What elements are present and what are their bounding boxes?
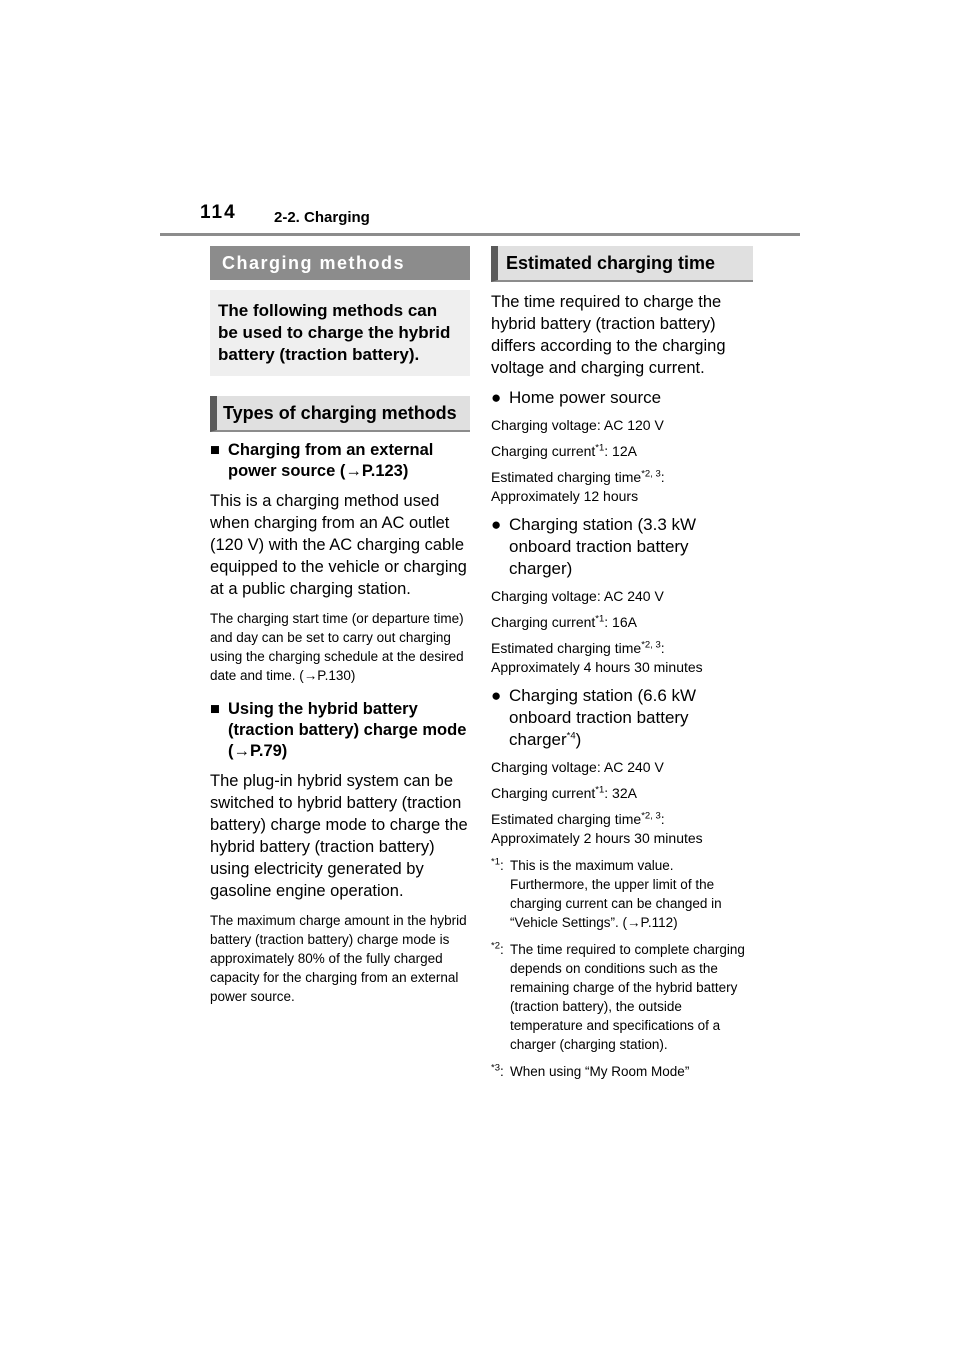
charging-current: Charging current$^{*1}$: 16A — [491, 613, 637, 630]
footnote-mark-text: *3 — [491, 1062, 500, 1074]
source-name — [491, 685, 753, 751]
current-value: 12A — [612, 443, 637, 459]
charge-mode-heading-text: Using the hybrid battery (traction battery) charge mode (→P.79) — [228, 700, 467, 760]
header-rule — [160, 233, 800, 236]
charging-current: Charging current$^{*1}$: 12A — [491, 442, 637, 459]
time-sup: *2, 3 — [641, 468, 661, 480]
left-column — [210, 246, 470, 1006]
current-value: 16A — [612, 614, 637, 630]
charging-current: Charging current$^{*1}$: 32A — [491, 784, 637, 801]
types-heading: Types of charging methods — [210, 396, 470, 432]
footnote-3 — [491, 1062, 753, 1081]
charging-voltage: Charging voltage: AC 240 V — [491, 588, 664, 604]
external-source-heading-text: Charging from an external power source (→P.123) — [228, 441, 434, 480]
current-label: Charging current — [491, 614, 596, 630]
right-column — [491, 246, 753, 1081]
footnote-mark: $^{*1}$: — [491, 856, 504, 873]
current-sup: *1 — [595, 613, 605, 625]
footnote-mark: $^{*2}$: — [491, 940, 504, 957]
bullet-icon: ● — [491, 515, 502, 534]
estimated-time: Estimated charging time$^{*2, 3}$: Approximately 4 hours 30 minutes — [491, 639, 703, 675]
external-source-note: The charging start time (or departure time) and day can be set to carry out charging using the charging schedule at the desired date and time. (→P.130) — [210, 611, 464, 683]
time-value: Approximately 2 hours 30 minutes — [491, 830, 703, 846]
square-bullet-icon: ■ — [210, 700, 220, 718]
charging-methods-intro: The following methods can be used to charge the hybrid battery (traction battery). — [210, 290, 470, 376]
source-home — [491, 387, 753, 506]
page-number: 114 — [200, 202, 237, 223]
source-name-text: Home power source — [509, 388, 662, 407]
external-source-body: This is a charging method used when charging from an AC outlet (120 V) with the AC charging cable equipped to the vehicle or charging at a public charging station. — [210, 492, 467, 598]
bullet-icon: ● — [491, 686, 502, 705]
source-station-66 — [491, 685, 753, 848]
source-name — [491, 387, 753, 409]
source-name-sup: *4 — [566, 730, 576, 742]
time-label: Estimated charging time — [491, 469, 642, 485]
external-source-heading — [210, 440, 470, 482]
estimated-time: Estimated charging time$^{*2, 3}$: Approximately 2 hours 30 minutes — [491, 810, 703, 846]
section-title: 2-2. Charging — [274, 209, 370, 226]
time-value: Approximately 4 hours 30 minutes — [491, 659, 703, 675]
charging-voltage: Charging voltage: AC 120 V — [491, 417, 664, 433]
estimated-time: Estimated charging time$^{*2, 3}$: Approximately 12 hours — [491, 468, 665, 504]
source-name-after: ) — [575, 730, 582, 749]
footnote-mark-text: *2 — [491, 940, 500, 952]
charging-voltage: Charging voltage: AC 240 V — [491, 759, 664, 775]
bullet-icon: ● — [491, 388, 502, 407]
time-sup: *2, 3 — [641, 639, 661, 651]
estimated-time-heading: Estimated charging time — [491, 246, 753, 282]
source-name-text: Charging station (3.3 kW onboard traction battery charger) — [509, 515, 697, 578]
current-label: Charging current — [491, 443, 596, 459]
time-label: Estimated charging time — [491, 640, 642, 656]
footnote-text: The time required to complete charging depends on conditions such as the remaining charge of the hybrid battery (traction battery), the outside temperature and specifications of a charger (charging station). — [510, 942, 745, 1052]
footnote-mark: $^{*3}$: — [491, 1062, 504, 1079]
current-sup: *1 — [595, 442, 605, 454]
estimated-time-intro: The time required to charge the hybrid battery (traction battery) differs according to the charging voltage and charging current. — [491, 293, 726, 377]
time-label: Estimated charging time — [491, 811, 642, 827]
current-value: 32A — [612, 785, 637, 801]
current-sup: *1 — [595, 784, 605, 796]
footnote-2 — [491, 940, 753, 1054]
charge-mode-note: The maximum charge amount in the hybrid battery (traction battery) charge mode is approximately 80% of the fully charged capacity for the charging from an external power source. — [210, 913, 467, 1004]
source-name-text: Charging station (6.6 kW onboard traction battery charger — [509, 686, 697, 749]
time-sup: *2, 3 — [641, 810, 661, 822]
time-value: Approximately 12 hours — [491, 488, 639, 504]
charge-mode-body: The plug-in hybrid system can be switched to hybrid battery (traction battery) charge mode to charge the hybrid battery (traction battery) using electricity generated by gasoline engine operation. — [210, 772, 468, 900]
footnote-mark-text: *1 — [491, 856, 500, 868]
source-name — [491, 514, 753, 580]
charging-methods-heading: Charging methods — [210, 246, 470, 280]
current-label: Charging current — [491, 785, 596, 801]
footnote-text: This is the maximum value. Furthermore, the upper limit of the charging current can be changed in “Vehicle Settings”. (→P.112) — [510, 858, 722, 930]
source-station-33 — [491, 514, 753, 677]
charge-mode-heading — [210, 699, 470, 762]
footnote-1 — [491, 856, 753, 932]
footnote-text: When using “My Room Mode” — [510, 1064, 690, 1079]
square-bullet-icon: ■ — [210, 441, 220, 459]
footnotes — [491, 856, 753, 1081]
